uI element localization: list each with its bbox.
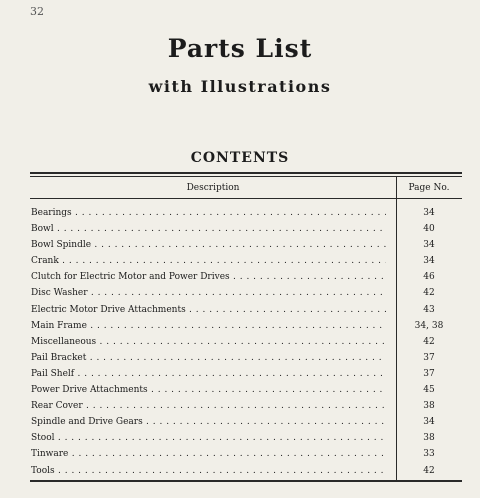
table-top-rule-inner — [30, 176, 462, 177]
header-page-number: Page No. — [408, 183, 450, 193]
table-row — [30, 303, 462, 319]
row-page: 38 — [423, 433, 435, 444]
row-page: 40 — [423, 224, 435, 235]
row-description: Miscellaneous . . . — [31, 335, 386, 349]
row-description: Spindle and Drive Gears . . . — [31, 415, 386, 429]
table-row — [30, 431, 462, 447]
table-row — [30, 447, 462, 463]
row-description: Tools . . . — [31, 464, 386, 478]
row-page: 34 — [423, 256, 435, 267]
row-description: Rear Cover . . . — [31, 399, 386, 413]
table-row — [30, 367, 462, 383]
row-description: Crank . . . — [31, 254, 386, 268]
header-rule — [30, 198, 462, 199]
table-row — [30, 238, 462, 254]
row-description: Clutch for Electric Motor and Power Drives . . . — [31, 270, 386, 284]
page-number: 32 — [30, 5, 44, 18]
row-description: Tinware . . . — [31, 447, 386, 461]
contents-table — [30, 172, 462, 482]
row-description: Bowl . . . — [31, 222, 386, 236]
row-page: 42 — [423, 288, 435, 299]
row-page: 34, 38 — [414, 320, 444, 331]
table-row — [30, 222, 462, 238]
row-description: Electric Motor Drive Attachments . . . — [31, 303, 386, 317]
row-page: 37 — [423, 368, 435, 379]
table-bottom-rule — [30, 480, 462, 482]
row-page: 38 — [423, 401, 435, 412]
table-row — [30, 464, 462, 480]
row-description: Main Frame . . . — [31, 319, 386, 333]
row-description: Pail Shelf . . . — [31, 367, 386, 381]
row-page: 34 — [423, 208, 435, 218]
row-page: 33 — [423, 449, 435, 460]
table-row — [30, 319, 462, 335]
row-description: Power Drive Attachments . . . — [31, 383, 386, 397]
row-page: 42 — [423, 465, 435, 476]
row-description: Pail Bracket . . . — [31, 351, 386, 365]
row-page: 37 — [423, 352, 435, 363]
row-page: 46 — [423, 272, 435, 283]
row-description: Disc Washer . . . — [31, 286, 386, 300]
page-subtitle: with Illustrations — [148, 77, 332, 96]
page-title: Parts List — [167, 34, 313, 63]
header-description: Description — [186, 183, 240, 193]
table-top-rule — [30, 172, 462, 174]
table-row — [30, 415, 462, 431]
table-row — [30, 351, 462, 367]
contents-heading: CONTENTS — [190, 150, 290, 166]
row-page: 42 — [423, 336, 435, 347]
table-row — [30, 383, 462, 399]
table-row — [30, 206, 462, 222]
row-description: Stool . . . — [31, 431, 386, 445]
table-row — [30, 254, 462, 270]
table-row — [30, 286, 462, 302]
table-row — [30, 399, 462, 415]
row-page: 43 — [423, 304, 435, 315]
row-description: Bowl Spindle . . . — [31, 238, 386, 252]
table-row — [30, 335, 462, 351]
table-rows — [30, 206, 462, 480]
row-description: Bearings . . . — [31, 206, 386, 220]
row-page: 45 — [423, 385, 435, 396]
row-page: 34 — [423, 417, 435, 428]
row-page: 34 — [423, 240, 435, 251]
table-row — [30, 270, 462, 286]
